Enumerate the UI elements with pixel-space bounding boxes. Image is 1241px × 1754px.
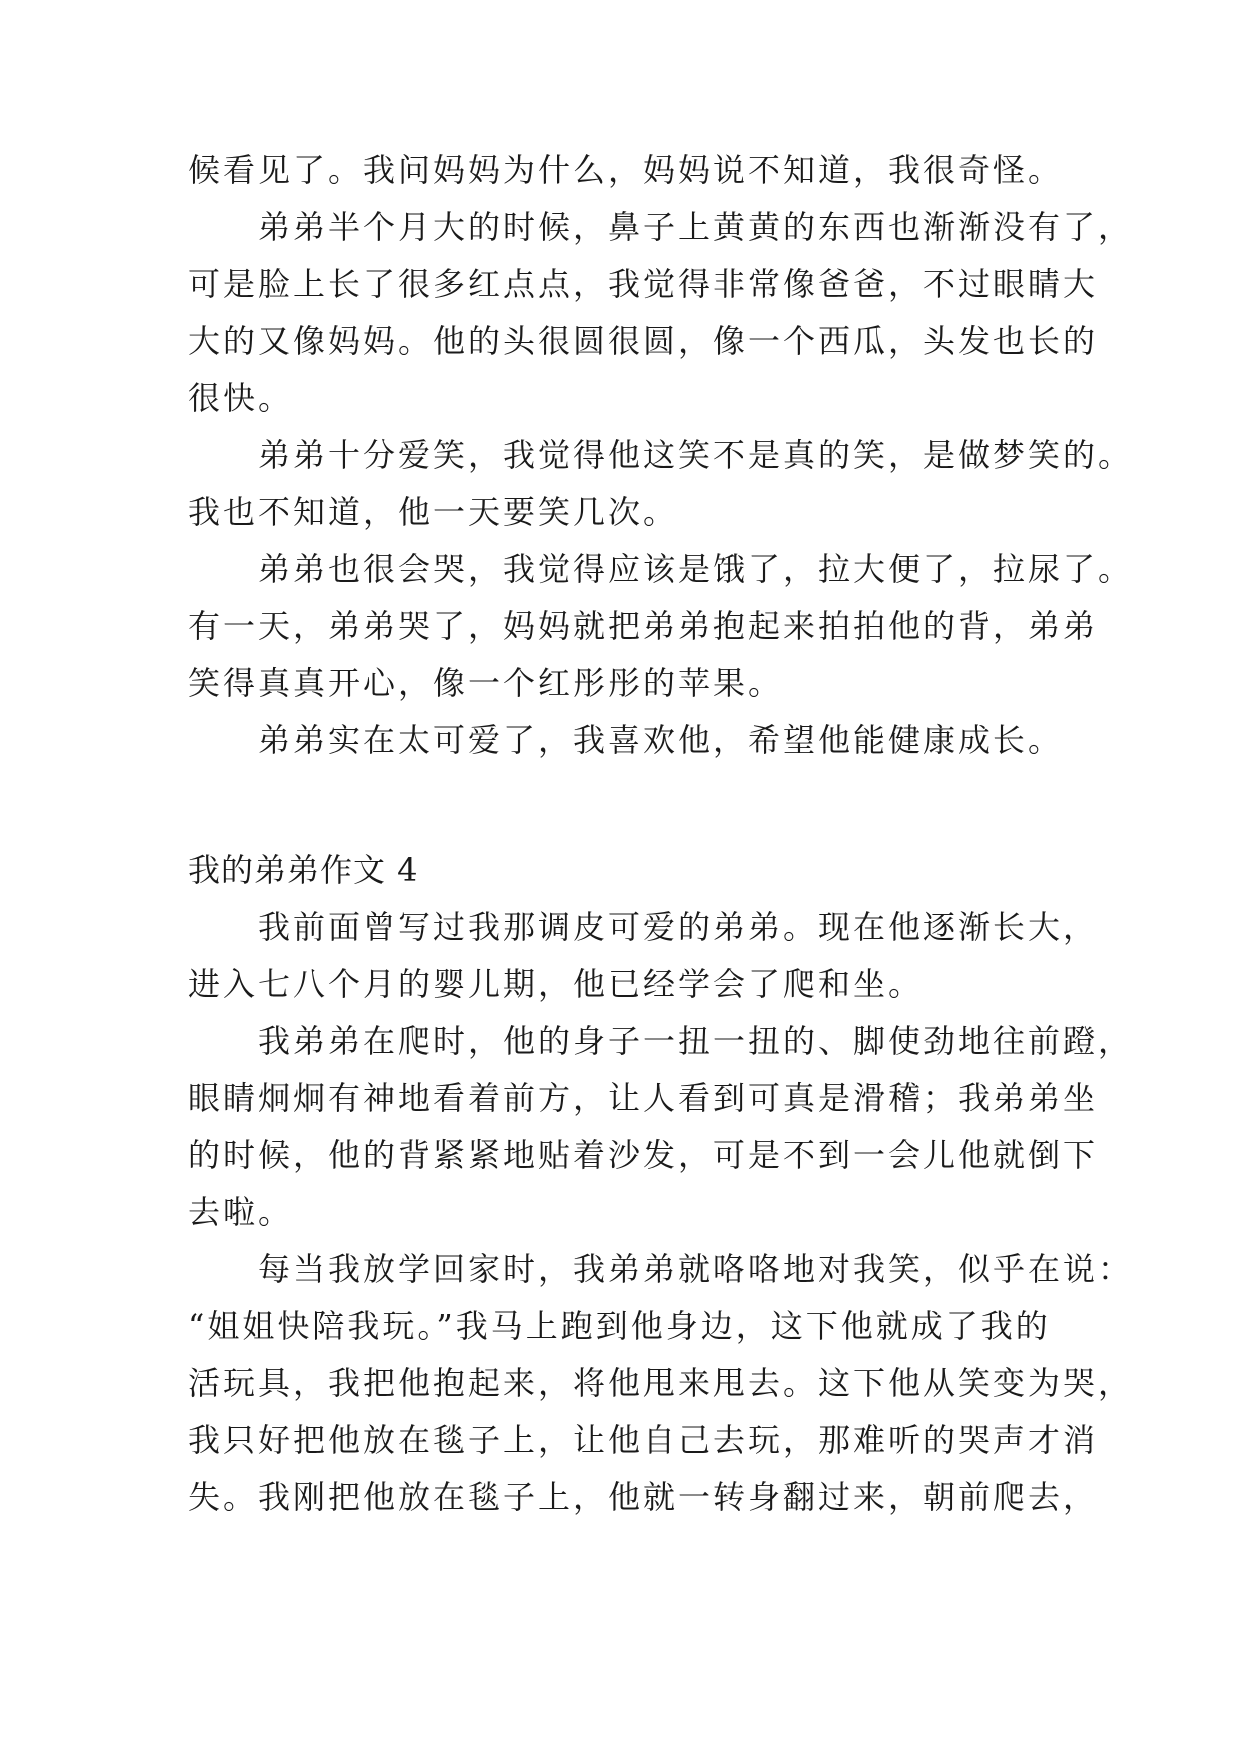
text-line: 每当我放学回家时，我弟弟就咯咯地对我笑，似乎在说： (258, 1250, 1134, 1288)
text-line: 弟弟半个月大的时候，鼻子上黄黄的东西也渐渐没有了， (258, 208, 1134, 246)
text-line: 我只好把他放在毯子上，让他自己去玩，那难听的哭声才消 (188, 1421, 1099, 1459)
text-line: 的时候，他的背紧紧地贴着沙发，可是不到一会儿他就倒下 (188, 1136, 1099, 1174)
text-line: 进入七八个月的婴儿期，他已经学会了爬和坐。 (188, 965, 924, 1003)
text-line: 笑得真真开心，像一个红彤彤的苹果。 (188, 664, 784, 702)
text-line: 很快。 (188, 379, 294, 417)
text-line: 我前面曾写过我那调皮可爱的弟弟。现在他逐渐长大， (258, 908, 1099, 946)
text-line: 去啦。 (188, 1193, 294, 1231)
text-line: 大的又像妈妈。他的头很圆很圆，像一个西瓜，头发也长的 (188, 322, 1099, 360)
text-line: 候看见了。我问妈妈为什么，妈妈说不知道，我很奇怪。 (188, 151, 1064, 189)
text-line: 弟弟也很会哭，我觉得应该是饿了，拉大便了，拉尿了。 (258, 550, 1134, 588)
text-line: 活玩具，我把他抱起来，将他甩来甩去。这下他从笑变为哭， (188, 1364, 1134, 1402)
text-line: 有一天，弟弟哭了，妈妈就把弟弟抱起来拍拍他的背，弟弟 (188, 607, 1099, 645)
text-line: 眼睛炯炯有神地看着前方，让人看到可真是滑稽；我弟弟坐 (188, 1079, 1099, 1117)
text-line: 弟弟十分爱笑，我觉得他这笑不是真的笑，是做梦笑的。 (258, 436, 1134, 474)
section-heading: 我的弟弟作文 4 (188, 851, 419, 889)
text-line: 可是脸上长了很多红点点，我觉得非常像爸爸，不过眼睛大 (188, 265, 1099, 303)
text-line: 弟弟实在太可爱了，我喜欢他，希望他能健康成长。 (258, 721, 1064, 759)
text-line: “姐姐快陪我玩。”我马上跑到他身边，这下他就成了我的 (188, 1307, 1051, 1345)
text-line: 我弟弟在爬时，他的身子一扭一扭的、脚使劲地往前蹬， (258, 1022, 1134, 1060)
text-line: 我也不知道，他一天要笑几次。 (188, 493, 679, 531)
text-line: 失。我刚把他放在毯子上，他就一转身翻过来，朝前爬去， (188, 1478, 1099, 1516)
